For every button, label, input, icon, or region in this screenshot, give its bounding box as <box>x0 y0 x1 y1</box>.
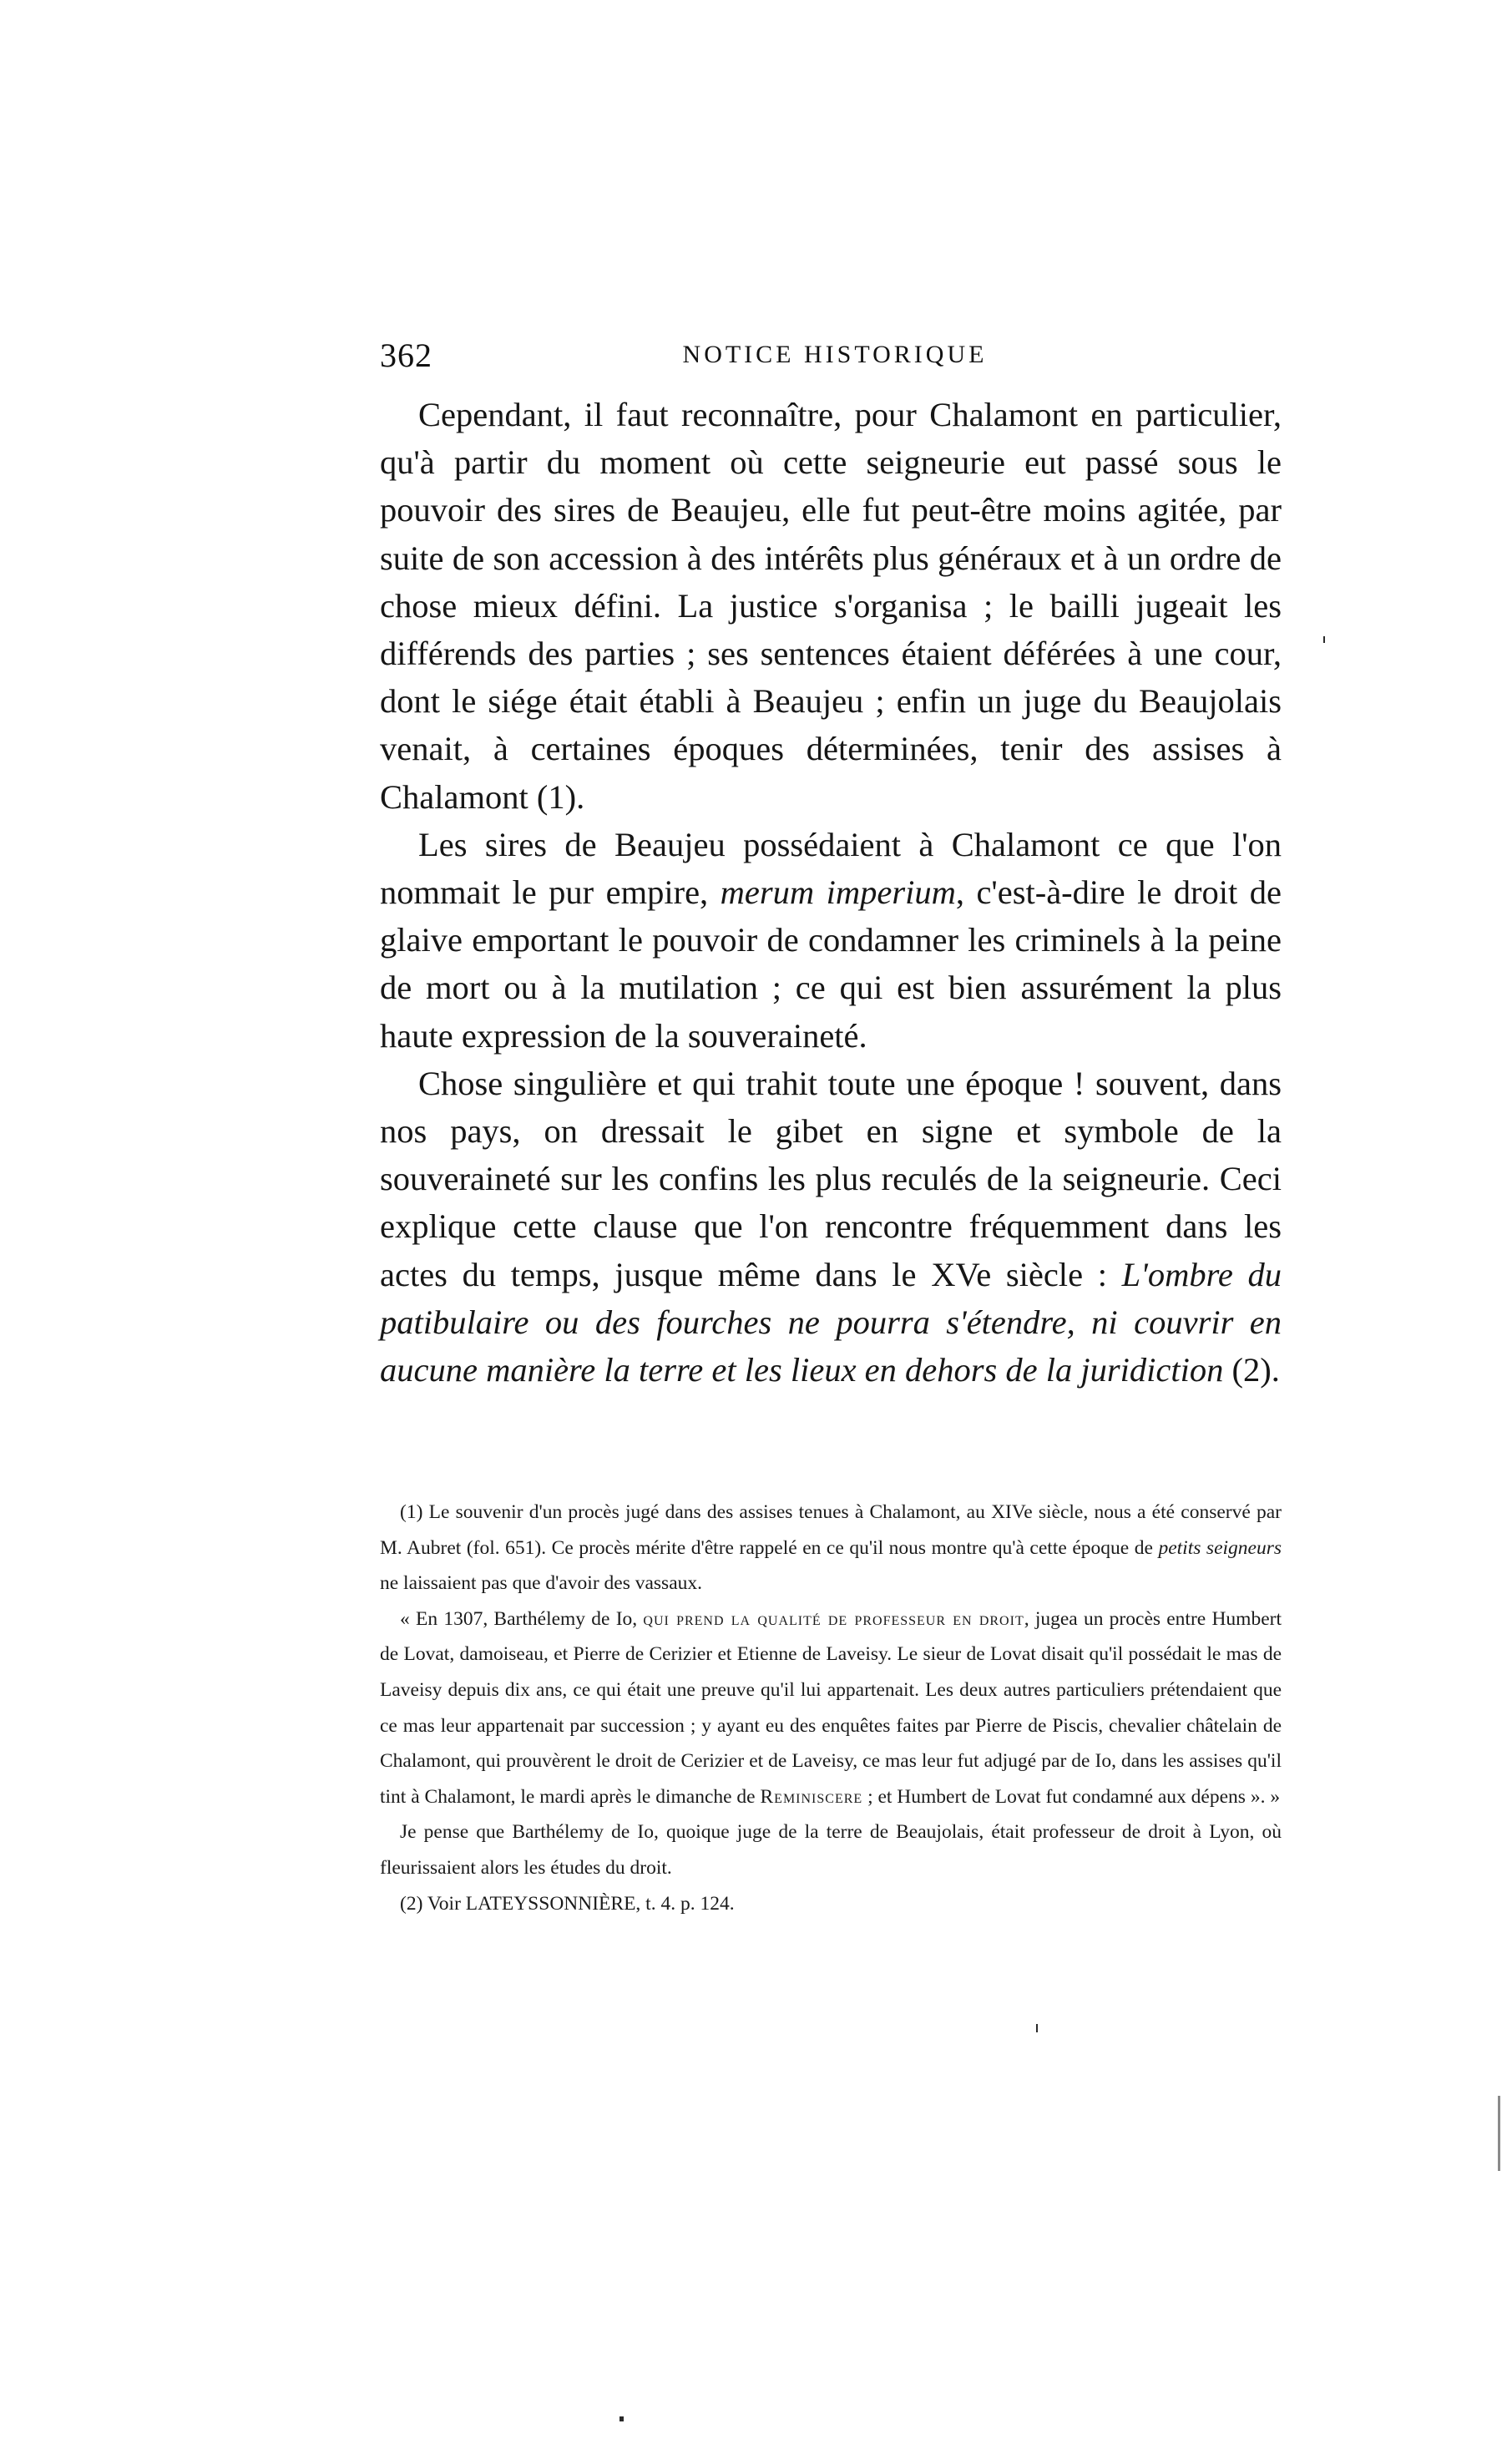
footnote-quote-small-caps: qui prend la qualité de professeur en droit <box>643 1607 1024 1630</box>
footnote-quote-small-caps-2: Reminiscere <box>760 1785 863 1808</box>
scan-mark-top <box>1323 636 1325 643</box>
paragraph-3 <box>380 1060 1282 1394</box>
paragraph-2-text-b: , c'est-à-dire le droit de glaive emportant le pouvoir de condamner les criminels à la peine de mort ou à la mutilation ; ce qui est bien assurément la plus haute expression de la souveraineté. <box>380 873 1282 1055</box>
running-title: NOTICE HISTORIQUE <box>682 341 988 368</box>
footnote-2: (2) Voir LATEYSSONNIÈRE, t. 4. p. 124. <box>400 1892 735 1915</box>
main-text <box>380 391 1282 1394</box>
paragraph-2-italic: merum imperium <box>720 873 956 912</box>
footnote-1-end: Je pense que Barthélemy de Io, quoique juge de la terre de Beaujolais, était professeur de droit à Lyon, où fleurissaient alors les études du droit. <box>380 1821 1282 1879</box>
footnote-quote <box>380 1601 1282 1815</box>
footnote-quote-open: « En 1307, Barthélemy de Io, <box>400 1607 644 1630</box>
footnote-1-text-a: (1) Le souvenir d'un procès jugé dans des assises tenues à Chalamont, au XIVe siècle, nous a été conservé par M. Aubret (fol. 651). Ce procès mérite d'être rappelé en ce qu'il nous montre qu'à cette époque de <box>380 1501 1282 1559</box>
footnote-1-italic: petits seigneurs <box>1158 1536 1282 1559</box>
paragraph-1: Cependant, il faut reconnaître, pour Chalamont en particulier, qu'à partir du moment où cette seigneurie eut passé sous le pouvoir des sires de Beaujeu, elle fut peut-être moins agitée, par suite de son accession à des intérêts plus généraux et à un ordre de chose mieux défini. La justice s'organisa ; le bailli jugeait les différends des parties ; ses sentences étaient déférées à une cour, dont le siége était établi à Beaujeu ; enfin un juge du Beaujolais venait, à certaines époques déterminées, tenir des assises à Chalamont (1). <box>380 396 1282 816</box>
footnote-quote-middle: , jugea un procès entre Humbert de Lovat, damoiseau, et Pierre de Cerizier et Etienne de Laveisy. Le sieur de Lovat disait qu'il possédait le mas de Laveisy depuis dix ans, ce qui était une preuve qu'il lui appartenait. Les deux autres particuliers prétendaient que ce mas leur appartenait par succession ; y ayant eu des enquêtes faites par Pierre de Piscis, chevalier châtelain de Chalamont, qui prouvèrent le droit de Cerizier et de Laveisy, ce mas leur fut adjugé par de Io, dans les assises qu'il tint à Chalamont, le mardi après le dimanche de <box>380 1607 1282 1808</box>
footnotes <box>380 1495 1282 1921</box>
paragraph-3-text-a: Chose singulière et qui trahit toute une époque ! souvent, dans nos pays, on dressait le gibet en signe et symbole de la souveraineté sur les confins les plus reculés de la seigneurie. Ceci explique cette clause que l'on rencontre fréquemment dans les actes du temps, jusque même dans le XVe siècle : <box>380 1064 1282 1293</box>
page-header <box>380 336 1290 386</box>
scan-mark-right <box>1498 2096 1500 2171</box>
scan-mark-bottom <box>619 2416 624 2421</box>
footnote-quote-close: ; et Humbert de Lovat fut condamné aux dépens ». » <box>862 1785 1281 1808</box>
scan-mark-footnote <box>1036 2024 1038 2032</box>
paragraph-3-italic: L'ombre du patibulaire ou des fourches ne pourra s'étendre, ni couvrir en aucune manière la terre et les lieux en dehors de la juridiction <box>380 1255 1282 1389</box>
paragraph-2-text-a: Les sires de Beaujeu possédaient à Chalamont ce que l'on nommait le pur empire, <box>380 825 1282 912</box>
page-number: 362 <box>380 336 432 374</box>
paragraph-3-text-b: (2). <box>1223 1351 1280 1389</box>
paragraph-2 <box>380 821 1282 1060</box>
footnote-1-text-b: ne laissaient pas que d'avoir des vassaux. <box>380 1572 703 1595</box>
footnote-1 <box>380 1495 1282 1601</box>
